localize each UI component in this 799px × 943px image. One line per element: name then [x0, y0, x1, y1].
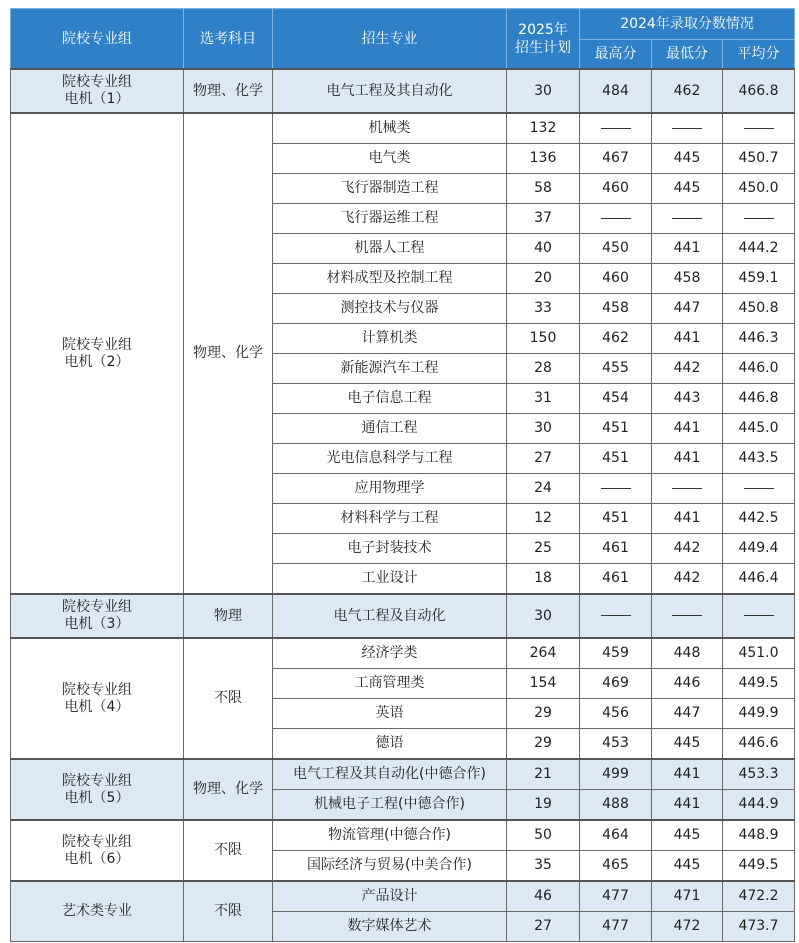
major-cell: 飞行器运维工程: [273, 204, 507, 234]
group-name-cell: [11, 638, 184, 759]
max-score-cell: 455: [580, 354, 652, 384]
min-score-cell: 441: [652, 324, 723, 354]
no-data-dash: [672, 218, 702, 219]
avg-score-cell: 450.8: [723, 294, 795, 324]
min-score-cell: 458: [652, 264, 723, 294]
avg-score-cell: [723, 204, 795, 234]
min-score-cell: 441: [652, 444, 723, 474]
group-name-line1: 院校专业组: [62, 681, 132, 698]
table-row: [11, 759, 795, 790]
group-section: [11, 69, 795, 113]
group-name-line2: 电机（5）: [64, 789, 130, 806]
group-section: [11, 594, 795, 638]
avg-score-cell: 446.8: [723, 384, 795, 414]
subjects-cell: 不限: [184, 820, 273, 881]
avg-score-cell: [723, 113, 795, 144]
min-score-cell: 445: [652, 144, 723, 174]
plan-cell: 154: [507, 669, 580, 699]
plan-cell: 46: [507, 881, 580, 912]
max-score-cell: 461: [580, 564, 652, 595]
plan-cell: 30: [507, 414, 580, 444]
major-cell: 通信工程: [273, 414, 507, 444]
plan-cell: 12: [507, 504, 580, 534]
plan-cell: 27: [507, 444, 580, 474]
min-score-cell: 446: [652, 669, 723, 699]
major-cell: 新能源汽车工程: [273, 354, 507, 384]
min-score-cell: [652, 113, 723, 144]
avg-score-cell: 466.8: [723, 69, 795, 113]
major-cell: 电气工程及自动化: [273, 594, 507, 638]
subjects-cell: 不限: [184, 638, 273, 759]
major-cell: 国际经济与贸易(中美合作): [273, 851, 507, 882]
min-score-cell: 445: [652, 820, 723, 851]
max-score-cell: [580, 204, 652, 234]
avg-score-cell: 449.5: [723, 851, 795, 882]
avg-score-cell: 459.1: [723, 264, 795, 294]
major-cell: 英语: [273, 699, 507, 729]
header-major: 招生专业: [273, 9, 507, 70]
avg-score-cell: 445.0: [723, 414, 795, 444]
min-score-cell: 442: [652, 354, 723, 384]
min-score-cell: 462: [652, 69, 723, 113]
group-name-cell: [11, 820, 184, 881]
no-data-dash: [744, 218, 774, 219]
header-plan-line2: 招生计划: [515, 39, 571, 56]
plan-cell: 28: [507, 354, 580, 384]
major-cell: 飞行器制造工程: [273, 174, 507, 204]
major-cell: 电气工程及其自动化(中德合作): [273, 759, 507, 790]
max-score-cell: 499: [580, 759, 652, 790]
avg-score-cell: 451.0: [723, 638, 795, 669]
max-score-cell: 467: [580, 144, 652, 174]
plan-cell: 21: [507, 759, 580, 790]
plan-cell: 19: [507, 790, 580, 821]
avg-score-cell: 444.2: [723, 234, 795, 264]
plan-cell: 29: [507, 729, 580, 760]
major-cell: 机器人工程: [273, 234, 507, 264]
major-cell: 应用物理学: [273, 474, 507, 504]
max-score-cell: 464: [580, 820, 652, 851]
header-row-1: [11, 9, 795, 40]
no-data-dash: [672, 615, 702, 616]
max-score-cell: 459: [580, 638, 652, 669]
avg-score-cell: 449.5: [723, 669, 795, 699]
avg-score-cell: 448.9: [723, 820, 795, 851]
max-score-cell: 462: [580, 324, 652, 354]
group-name-line2: 电机（6）: [64, 850, 130, 867]
plan-cell: 150: [507, 324, 580, 354]
plan-cell: 18: [507, 564, 580, 595]
min-score-cell: 441: [652, 759, 723, 790]
plan-cell: 31: [507, 384, 580, 414]
no-data-dash: [744, 128, 774, 129]
max-score-cell: 477: [580, 881, 652, 912]
group-name-line1: 艺术类专业: [62, 903, 132, 919]
header-plan-line1: 2025年: [518, 21, 568, 38]
max-score-cell: 456: [580, 699, 652, 729]
header-group: 院校专业组: [11, 9, 184, 70]
no-data-dash: [601, 218, 631, 219]
plan-cell: 30: [507, 69, 580, 113]
major-cell: 产品设计: [273, 881, 507, 912]
major-cell: 电气工程及其自动化: [273, 69, 507, 113]
min-score-cell: 442: [652, 534, 723, 564]
max-score-cell: 484: [580, 69, 652, 113]
plan-cell: 30: [507, 594, 580, 638]
max-score-cell: [580, 474, 652, 504]
avg-score-cell: 444.9: [723, 790, 795, 821]
max-score-cell: 453: [580, 729, 652, 760]
major-cell: 计算机类: [273, 324, 507, 354]
no-data-dash: [672, 128, 702, 129]
max-score-cell: 477: [580, 912, 652, 942]
group-name-cell: [11, 594, 184, 638]
group-section: [11, 759, 795, 820]
group-name-line1: 院校专业组: [62, 336, 132, 353]
plan-cell: 35: [507, 851, 580, 882]
avg-score-cell: 453.3: [723, 759, 795, 790]
group-name-cell: [11, 69, 184, 113]
min-score-cell: [652, 204, 723, 234]
no-data-dash: [672, 488, 702, 489]
major-cell: 电子封装技术: [273, 534, 507, 564]
max-score-cell: 460: [580, 264, 652, 294]
min-score-cell: 471: [652, 881, 723, 912]
plan-cell: 33: [507, 294, 580, 324]
plan-cell: 132: [507, 113, 580, 144]
avg-score-cell: [723, 594, 795, 638]
avg-score-cell: 446.0: [723, 354, 795, 384]
plan-cell: 25: [507, 534, 580, 564]
major-cell: 电气类: [273, 144, 507, 174]
avg-score-cell: 450.7: [723, 144, 795, 174]
major-cell: 机械电子工程(中德合作): [273, 790, 507, 821]
min-score-cell: 445: [652, 729, 723, 760]
plan-cell: 40: [507, 234, 580, 264]
subjects-cell: 不限: [184, 881, 273, 942]
group-name-line1: 院校专业组: [62, 74, 132, 90]
group-section: [11, 638, 795, 759]
header-avg: 平均分: [723, 40, 795, 70]
max-score-cell: 488: [580, 790, 652, 821]
group-section: [11, 113, 795, 594]
group-name-line2: 电机（2）: [64, 353, 130, 370]
group-name-cell: [11, 881, 184, 942]
plan-cell: 37: [507, 204, 580, 234]
plan-cell: 264: [507, 638, 580, 669]
avg-score-cell: [723, 474, 795, 504]
avg-score-cell: 449.9: [723, 699, 795, 729]
plan-cell: 136: [507, 144, 580, 174]
header-min: 最低分: [652, 40, 723, 70]
max-score-cell: [580, 113, 652, 144]
min-score-cell: 447: [652, 294, 723, 324]
min-score-cell: 443: [652, 384, 723, 414]
max-score-cell: 451: [580, 444, 652, 474]
admission-scores-table: [10, 8, 795, 942]
avg-score-cell: 472.2: [723, 881, 795, 912]
table-row: [11, 638, 795, 669]
table-row: [11, 594, 795, 638]
min-score-cell: 441: [652, 414, 723, 444]
group-name-line2: 电机（4）: [64, 698, 130, 715]
plan-cell: 20: [507, 264, 580, 294]
major-cell: 物流管理(中德合作): [273, 820, 507, 851]
header-subjects: 选考科目: [184, 9, 273, 70]
group-name-line2: 电机（3）: [64, 616, 130, 632]
table-row: [11, 820, 795, 851]
major-cell: 测控技术与仪器: [273, 294, 507, 324]
max-score-cell: 465: [580, 851, 652, 882]
major-cell: 德语: [273, 729, 507, 760]
group-name-line2: 电机（1）: [64, 91, 130, 107]
group-name-cell: [11, 113, 184, 594]
avg-score-cell: 449.4: [723, 534, 795, 564]
min-score-cell: 445: [652, 174, 723, 204]
max-score-cell: [580, 594, 652, 638]
subjects-cell: 物理: [184, 594, 273, 638]
avg-score-cell: 442.5: [723, 504, 795, 534]
table-row: [11, 881, 795, 912]
no-data-dash: [744, 488, 774, 489]
major-cell: 电子信息工程: [273, 384, 507, 414]
no-data-dash: [601, 488, 631, 489]
header-scores-2024: 2024年录取分数情况: [580, 9, 795, 40]
avg-score-cell: 446.3: [723, 324, 795, 354]
major-cell: 工业设计: [273, 564, 507, 595]
no-data-dash: [601, 615, 631, 616]
avg-score-cell: 446.4: [723, 564, 795, 595]
major-cell: 材料成型及控制工程: [273, 264, 507, 294]
min-score-cell: 448: [652, 638, 723, 669]
no-data-dash: [744, 615, 774, 616]
max-score-cell: 461: [580, 534, 652, 564]
avg-score-cell: 443.5: [723, 444, 795, 474]
max-score-cell: 451: [580, 414, 652, 444]
min-score-cell: 445: [652, 851, 723, 882]
max-score-cell: 469: [580, 669, 652, 699]
avg-score-cell: 473.7: [723, 912, 795, 942]
major-cell: 工商管理类: [273, 669, 507, 699]
table-row: [11, 69, 795, 113]
min-score-cell: 447: [652, 699, 723, 729]
avg-score-cell: 446.6: [723, 729, 795, 760]
major-cell: 数字媒体艺术: [273, 912, 507, 942]
max-score-cell: 454: [580, 384, 652, 414]
major-cell: 机械类: [273, 113, 507, 144]
plan-cell: 29: [507, 699, 580, 729]
major-cell: 材料科学与工程: [273, 504, 507, 534]
avg-score-cell: 450.0: [723, 174, 795, 204]
header-max: 最高分: [580, 40, 652, 70]
major-cell: 经济学类: [273, 638, 507, 669]
min-score-cell: 441: [652, 790, 723, 821]
group-name-line1: 院校专业组: [62, 772, 132, 789]
subjects-cell: 物理、化学: [184, 759, 273, 820]
max-score-cell: 458: [580, 294, 652, 324]
group-name-line1: 院校专业组: [62, 599, 132, 615]
group-name-cell: [11, 759, 184, 820]
plan-cell: 50: [507, 820, 580, 851]
plan-cell: 58: [507, 174, 580, 204]
plan-cell: 27: [507, 912, 580, 942]
subjects-cell: 物理、化学: [184, 113, 273, 594]
min-score-cell: [652, 474, 723, 504]
admission-table-wrapper: [10, 8, 795, 942]
max-score-cell: 450: [580, 234, 652, 264]
table-row: [11, 113, 795, 144]
min-score-cell: 441: [652, 504, 723, 534]
group-section: [11, 820, 795, 881]
plan-cell: 24: [507, 474, 580, 504]
major-cell: 光电信息科学与工程: [273, 444, 507, 474]
group-name-line1: 院校专业组: [62, 833, 132, 850]
min-score-cell: 441: [652, 234, 723, 264]
no-data-dash: [601, 128, 631, 129]
min-score-cell: 472: [652, 912, 723, 942]
group-section: [11, 881, 795, 942]
subjects-cell: 物理、化学: [184, 69, 273, 113]
min-score-cell: [652, 594, 723, 638]
max-score-cell: 460: [580, 174, 652, 204]
table-header: [11, 9, 795, 70]
header-plan: [507, 9, 580, 70]
min-score-cell: 442: [652, 564, 723, 595]
max-score-cell: 451: [580, 504, 652, 534]
